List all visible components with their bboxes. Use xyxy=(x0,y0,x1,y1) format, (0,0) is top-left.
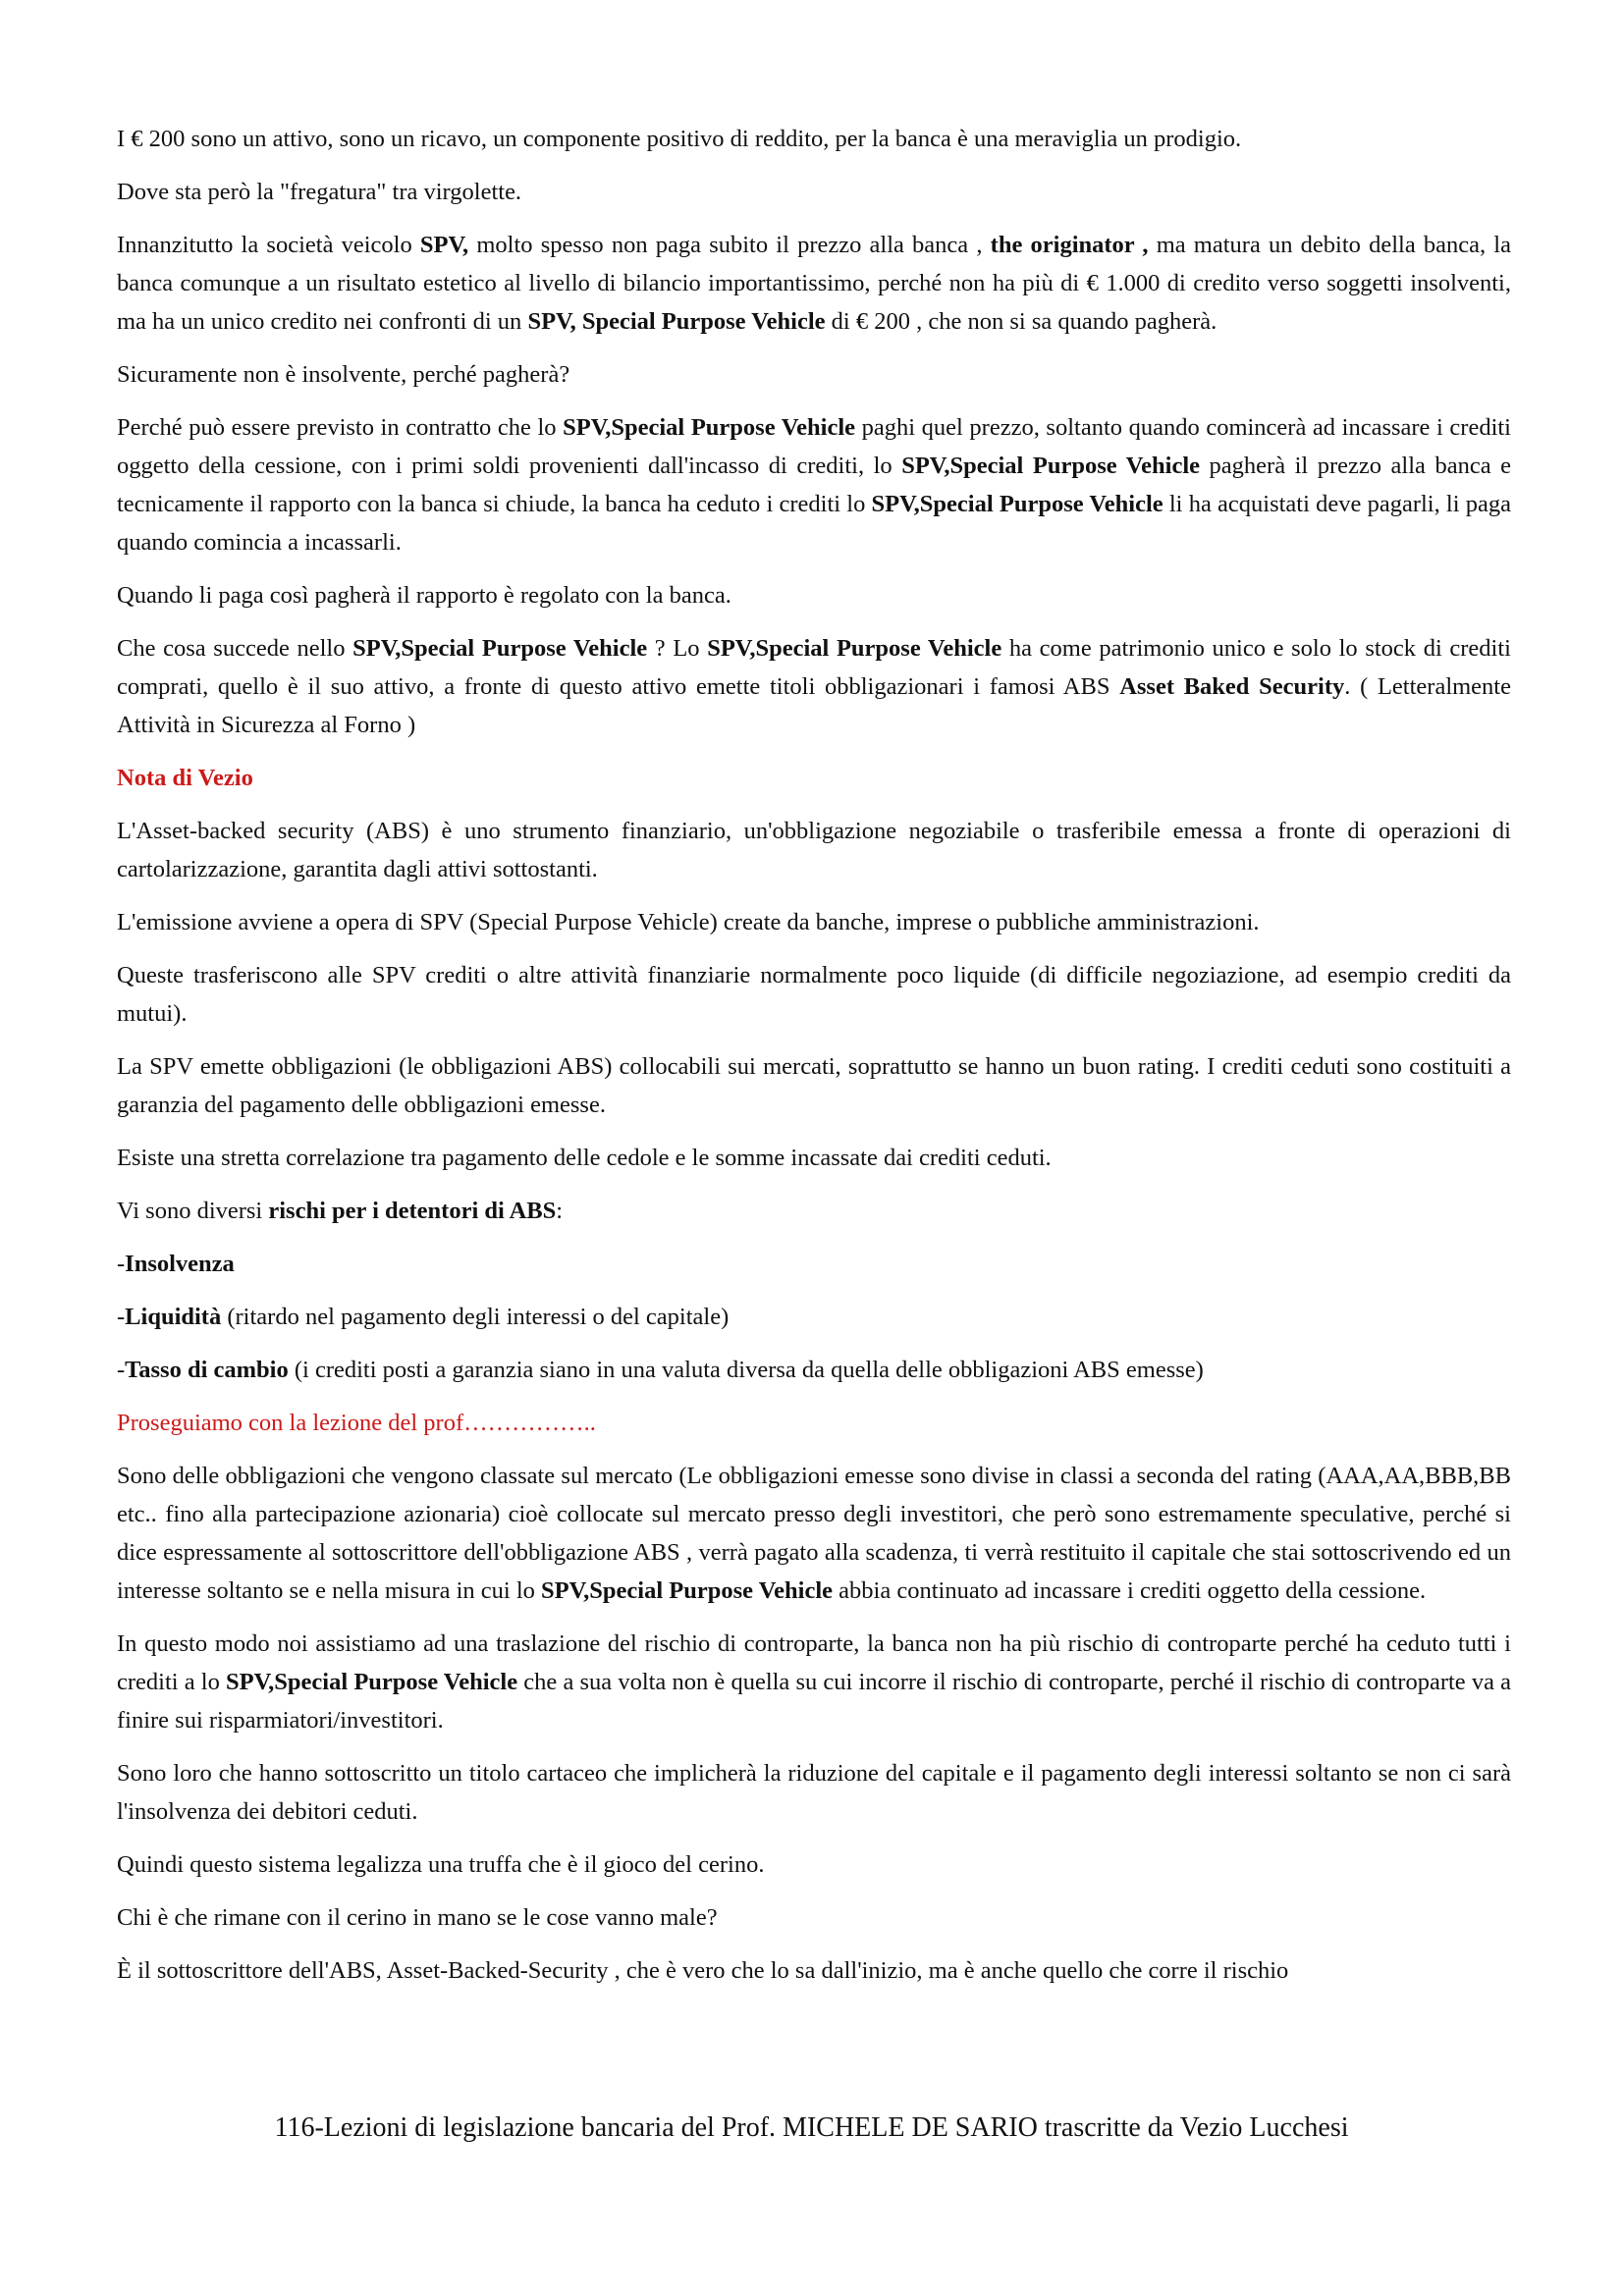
bold-text: the originator , xyxy=(990,232,1149,258)
paragraph xyxy=(117,1245,1511,1283)
text-run: di € 200 , che non si sa quando pagherà. xyxy=(825,308,1217,335)
paragraph xyxy=(117,576,1511,614)
paragraph xyxy=(117,1951,1511,1990)
text-run: In questo modo noi assistiamo ad una traslazione del rischio di controparte, la banca non ha più rischio di controparte perché ha ceduto tutti i crediti a lo xyxy=(117,1630,1511,1695)
text-run: che a sua volta non è quella su cui incorre il rischio di controparte, perché il rischio di controparte va a finire sui risparmiatori/investitori. xyxy=(117,1669,1512,1734)
text-run: molto spesso non paga subito il prezzo alla banca , xyxy=(468,232,991,258)
paragraph xyxy=(117,1192,1511,1230)
paragraph xyxy=(117,629,1511,744)
page-body xyxy=(117,120,1511,2004)
paragraph xyxy=(117,1754,1511,1831)
text-run: - xyxy=(117,1357,126,1383)
paragraph xyxy=(117,173,1511,211)
bold-text: SPV,Special Purpose Vehicle xyxy=(871,491,1163,517)
text-run: paghi quel prezzo, soltanto quando comincerà ad incassare i crediti oggetto della cessione, con i primi soldi provenienti dall'incasso di crediti, lo xyxy=(117,414,1511,479)
text-run: li ha acquistati deve pagarli, li paga quando comincia a incassarli. xyxy=(117,491,1511,556)
bold-text: rischi per i detentori di ABS xyxy=(268,1198,557,1224)
text-run: Queste trasferiscono alle SPV crediti o altre attività finanziarie normalmente poco liquide (di difficile negoziazione, ad esempio crediti da mutui). xyxy=(117,962,1511,1027)
paragraph xyxy=(117,1298,1511,1336)
paragraph xyxy=(117,812,1511,888)
bold-text: SPV, Special Purpose Vehicle xyxy=(527,308,826,335)
paragraph xyxy=(117,903,1511,941)
text-run: È il sottoscrittore dell'ABS, Asset-Backed-Security , che è vero che lo sa dall'inizio, ma è anche quello che corre il rischio xyxy=(117,1957,1289,1984)
paragraph xyxy=(117,1047,1511,1124)
text-run: L'emissione avviene a opera di SPV (Special Purpose Vehicle) create da banche, imprese o pubbliche amministrazioni. xyxy=(117,909,1260,935)
paragraph xyxy=(117,1457,1511,1610)
paragraph xyxy=(117,1404,1511,1442)
bold-text: SPV,Special Purpose Vehicle xyxy=(226,1669,518,1695)
text-run: Sono loro che hanno sottoscritto un titolo cartaceo che implicherà la riduzione del capitale e il pagamento degli interessi soltanto se non ci sarà l'insolvenza dei debitori ceduti. xyxy=(117,1760,1511,1825)
text-run: Quindi questo sistema legalizza una truffa che è il gioco del cerino. xyxy=(117,1851,765,1878)
bold-text: Tasso di cambio xyxy=(125,1357,289,1383)
bold-text: Insolvenza xyxy=(125,1251,235,1277)
bold-text: SPV,Special Purpose Vehicle xyxy=(541,1577,834,1604)
paragraph xyxy=(117,120,1511,158)
paragraph xyxy=(117,408,1511,561)
bold-text: SPV,Special Purpose Vehicle xyxy=(707,635,1002,662)
paragraph xyxy=(117,759,1511,797)
text-run: Esiste una stretta correlazione tra pagamento delle cedole e le somme incassate dai crediti ceduti. xyxy=(117,1145,1052,1171)
bold-text: SPV,Special Purpose Vehicle xyxy=(563,414,856,441)
text-run: Proseguiamo con la lezione del prof…………….. xyxy=(117,1410,596,1436)
paragraph xyxy=(117,226,1511,341)
text-run: : xyxy=(556,1198,564,1224)
text-run: L'Asset-backed security (ABS) è uno strumento finanziario, un'obbligazione negoziabile o trasferibile emessa a fronte di operazioni di cartolarizzazione, garantita dagli attivi sottostanti. xyxy=(117,818,1511,882)
text-run: ha come patrimonio unico e solo lo stock di crediti comprati, quello è il suo attivo, a fronte di questo attivo emette titoli obbligazionari i famosi ABS xyxy=(117,635,1511,700)
paragraph xyxy=(117,956,1511,1033)
paragraph xyxy=(117,355,1511,394)
text-run: ma matura un debito della banca, la banca comunque a un risultato estetico al livello di bilancio importantissimo, perché non ha più di € 1.000 di credito verso soggetti insolventi, ma ha un unico credito nei confronti di un xyxy=(117,232,1511,335)
text-run: Innanzitutto la società veicolo xyxy=(117,232,420,258)
text-run: abbia continuato ad incassare i crediti oggetto della cessione. xyxy=(833,1577,1427,1604)
text-run: Sicuramente non è insolvente, perché pagherà? xyxy=(117,361,570,388)
text-run: . ( Letteralmente Attività in Sicurezza al Forno ) xyxy=(117,673,1511,738)
bold-text: Asset Baked Security xyxy=(1119,673,1345,700)
page-footer: 116-Lezioni di legislazione bancaria del Prof. MICHELE DE SARIO trascritte da Vezio Lucchesi xyxy=(274,2112,1349,2143)
text-run: I € 200 sono un attivo, sono un ricavo, un componente positivo di reddito, per la banca è una meraviglia un prodigio. xyxy=(117,126,1242,152)
text-run: (ritardo nel pagamento degli interessi o del capitale) xyxy=(221,1304,730,1330)
text-run: - xyxy=(117,1304,126,1330)
text-run: pagherà il prezzo alla banca e tecnicamente il rapporto con la banca si chiude, la banca ha ceduto i crediti lo xyxy=(117,453,1511,517)
paragraph xyxy=(117,1625,1511,1739)
text-run: Chi è che rimane con il cerino in mano se le cose vanno male? xyxy=(117,1904,718,1931)
text-run: Dove sta però la "fregatura" tra virgolette. xyxy=(117,179,522,205)
text-run: ? Lo xyxy=(647,635,708,662)
paragraph xyxy=(117,1139,1511,1177)
bold-text: SPV, xyxy=(419,232,469,258)
text-run: Perché può essere previsto in contratto che lo xyxy=(117,414,564,441)
text-run: Vi sono diversi xyxy=(117,1198,269,1224)
text-run: Sono delle obbligazioni che vengono classate sul mercato (Le obbligazioni emesse sono divise in classi a seconda del rating (AAA,AA,BBB,BB etc.. fino alla partecipazione azionaria) cioè collocate sul mercato presso degli investitori, che però sono estremamente speculative, perché si dice espressamente al sottoscrittore dell'obbligazione ABS , verrà pagato alla scadenza, ti verrà restituito il capitale che stai sottoscrivendo ed un interesse soltanto se e nella misura in cui lo xyxy=(117,1463,1511,1604)
bold-text: Nota di Vezio xyxy=(117,765,253,791)
paragraph xyxy=(117,1351,1511,1389)
text-run: Quando li paga così pagherà il rapporto è regolato con la banca. xyxy=(117,582,731,609)
bold-text: Liquidità xyxy=(125,1304,222,1330)
bold-text: SPV,Special Purpose Vehicle xyxy=(352,635,648,662)
text-run: Che cosa succede nello xyxy=(117,635,353,662)
bold-text: SPV,Special Purpose Vehicle xyxy=(901,453,1200,479)
text-run: La SPV emette obbligazioni (le obbligazioni ABS) collocabili sui mercati, soprattutto se hanno un buon rating. I crediti ceduti sono costituiti a garanzia del pagamento delle obbligazioni emesse. xyxy=(117,1053,1511,1118)
text-run: (i crediti posti a garanzia siano in una valuta diversa da quella delle obbligazioni ABS emesse) xyxy=(288,1357,1204,1383)
text-run: - xyxy=(117,1251,126,1277)
paragraph xyxy=(117,1898,1511,1937)
paragraph xyxy=(117,1845,1511,1884)
